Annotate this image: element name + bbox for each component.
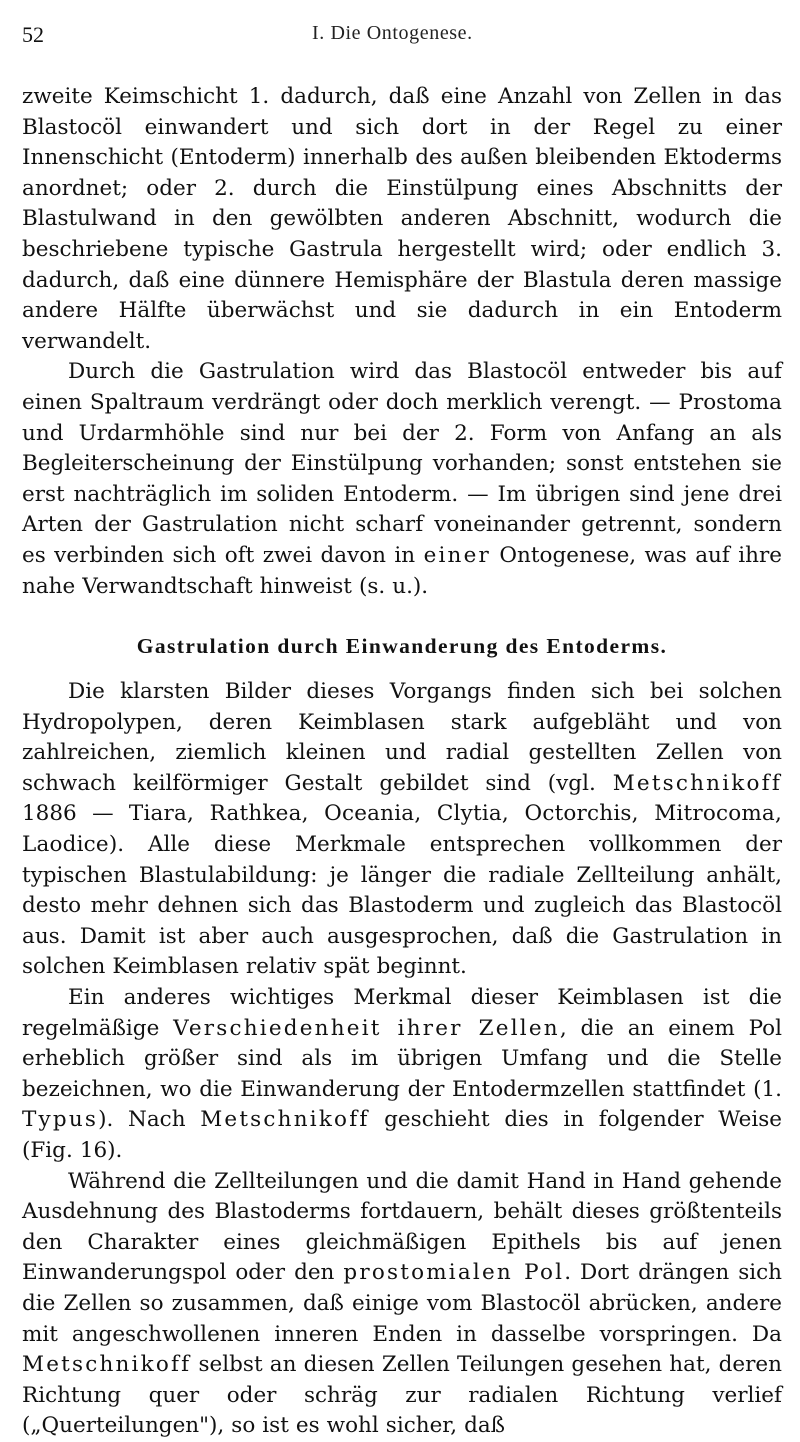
paragraph-5-text-b: . Dort drängen sich die Zellen so zusammen, daß einige vom Blastocöl abrücken, andere mit angeschwollenen inneren Enden in dasselbe vorspringen. Da (22, 1260, 783, 1347)
paragraph-4-emphasis: Verschiedenheit ihrer Zellen (173, 1015, 560, 1041)
section-heading: Gastrulation durch Einwanderung des Entoderms. (136, 634, 668, 659)
paragraph-5-author: Metschnikoff (22, 1352, 192, 1378)
paragraph-2 (22, 357, 782, 602)
paragraph-5 (22, 1167, 782, 1442)
paragraph-4-text-c: ). Nach (98, 1107, 201, 1133)
paragraph-5-text-c: selbst an diesen Zellen Teilungen gesehen hat, deren Richtung quer oder schräg zur radialen Richtung verlief („Querteilungen"), so ist es wohl sicher, daß (22, 1352, 782, 1439)
paragraph-3 (22, 677, 782, 983)
paragraph-2-emphasis: einer (423, 542, 492, 568)
paragraph-4-text-a: Ein anderes wichtiges Merkmal dieser Keimblasen ist die regelmäßige (22, 985, 782, 1041)
paragraph-4-author: Metschnikoff (200, 1107, 370, 1133)
paragraph-4-text-d: geschieht dies in folgender Weise (Fig. 16). (22, 1107, 782, 1163)
paragraph-3-text-a: Die klarsten Bilder dieses Vorgangs finden sich bei solchen Hydropolypen, deren Keimblasen stark aufgebläht und von zahlreichen, ziemlich kleinen und radial gestellten Zellen von schwach keilförmiger Gestalt gebildet sind (vgl. (22, 679, 782, 796)
paragraph-5-emphasis: prostomialen Pol (343, 1260, 565, 1286)
page-number: 52 (22, 22, 44, 47)
paragraph-2-text-b: Ontogenese, was auf ihre nahe Verwandtschaft hinweist (s. u.). (22, 542, 782, 599)
paragraph-2-text-a: Durch die Gastrulation wird das Blastocöl entweder bis auf einen Spaltraum verdrängt oder doch merklich verengt. — Prostoma und Urdarmhöhle sind nur bei der 2. Form von Anfang an als Begleiterscheinung der Einstülpung vorhanden; sonst entstehen sie erst nachträglich im soliden Entoderm. — Im übrigen sind jene drei Arten der Gastrulation nicht scharf voneinander getrennt, sondern es verbinden sich oft zwei davon in (22, 359, 782, 568)
paragraph-3-text-b: 1886 — (22, 801, 129, 827)
running-head: I. Die Ontogenese. (312, 22, 473, 44)
paragraph-4-text-b: , die an einem Pol erheblich größer sind als im übrigen Umfang und die Stelle bezeichnen, wo die Einwanderung der Entodermzellen stattfindet (1. (22, 1015, 782, 1102)
paragraph-3-author: Metschnikoff (612, 770, 782, 796)
paragraph-3-text-c: ). Alle diese Merkmale entsprechen vollkommen der typischen Blastulabildung: je länger die radiale Zellteilung anhält, desto mehr dehnen sich das Blastoderm und zugleich das Blastocöl aus. Damit ist aber auch ausgesprochen, daß die Gastrulation in solchen Keimblasen relativ spät beginnt. (22, 832, 782, 980)
paragraph-4 (22, 983, 782, 1167)
paragraph-1 (22, 82, 782, 357)
paragraph-5-text-a: Während die Zellteilungen und die damit Hand in Hand gehende Ausdehnung des Blastoderms fortdauern, behält dieses größtenteils den Charakter eines gleichmäßigen Epithels bis auf jenen Einwanderungspol oder den (22, 1168, 782, 1286)
paragraph-4-type: Typus (22, 1107, 99, 1133)
page-header (22, 14, 782, 54)
paragraph-1-text: zweite Keimschicht 1. dadurch, daß eine Anzahl von Zellen in das Blastocöl einwandert und sich dort in der Regel zu einer Innenschicht (Entoderm) innerhalb des außen bleibenden Ektoderms anordnet; oder 2. durch die Einstülpung eines Abschnitts der Blastulwand in den gewölbten anderen Abschnitt, wodurch die beschriebene typische Gastrula hergestellt wird; oder endlich 3. dadurch, daß eine dünnere Hemisphäre der Blastula deren massige andere Hälfte überwächst und sie dadurch in ein Entoderm verwandelt. (22, 84, 782, 354)
paragraph-3-genera: Tiara, Rathkea, Oceania, Clytia, Octorchis, Mitrocoma, Laodice (22, 801, 782, 858)
page-body (22, 82, 782, 1442)
